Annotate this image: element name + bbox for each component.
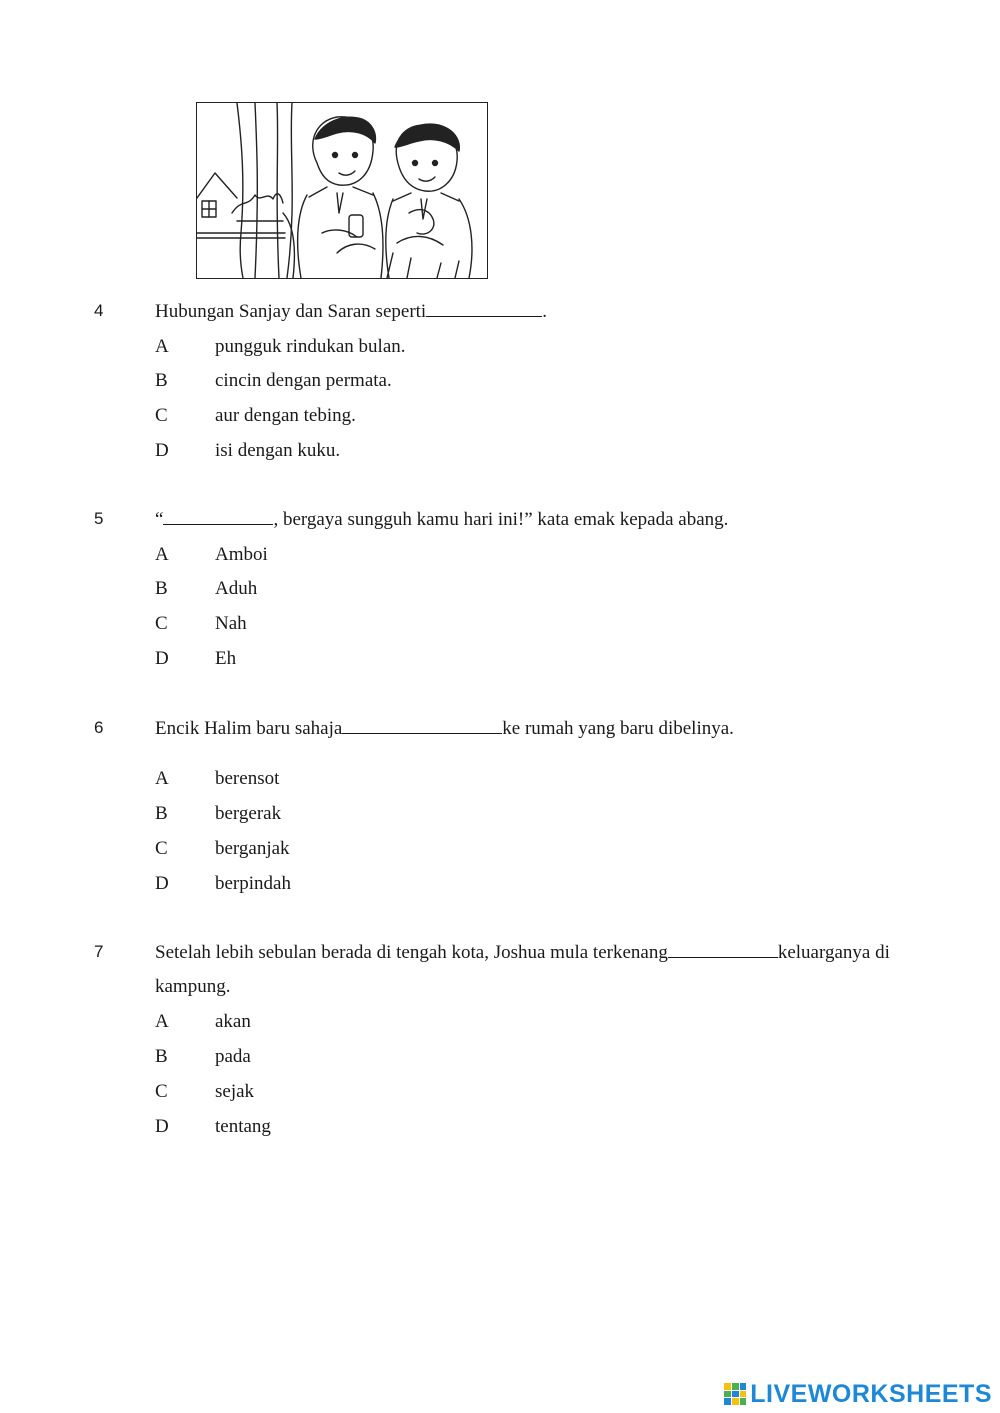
- option-letter: B: [155, 370, 168, 391]
- option-letter: D: [155, 440, 169, 461]
- answer-blank[interactable]: [163, 506, 273, 525]
- question-text-after: .: [542, 301, 547, 322]
- option-b[interactable]: [155, 1040, 251, 1074]
- option-a[interactable]: [155, 1005, 251, 1039]
- question-text-after: , bergaya sungguh kamu hari ini!” kata emak kepada abang.: [273, 509, 729, 530]
- option-letter: A: [155, 1011, 169, 1032]
- option-text: akan: [215, 1011, 251, 1032]
- question-text: [155, 295, 915, 329]
- liveworksheets-logo[interactable]: [724, 1381, 992, 1407]
- illustration-two-boys: [196, 102, 488, 279]
- option-text: Amboi: [215, 544, 268, 565]
- option-letter: B: [155, 1046, 168, 1067]
- option-d[interactable]: [155, 1110, 271, 1144]
- question-text-after: ke rumah yang baru dibelinya.: [502, 718, 734, 739]
- option-text: bergerak: [215, 803, 282, 824]
- option-b[interactable]: [155, 364, 392, 398]
- option-a[interactable]: [155, 330, 406, 364]
- option-letter: C: [155, 613, 168, 634]
- option-c[interactable]: [155, 1075, 254, 1109]
- option-c[interactable]: [155, 832, 290, 866]
- option-letter: A: [155, 768, 169, 789]
- option-letter: C: [155, 1081, 168, 1102]
- question-text-before: “: [155, 509, 164, 530]
- question-text-after: keluarganya di kampung.: [155, 942, 890, 997]
- option-letter: D: [155, 873, 169, 894]
- option-b[interactable]: [155, 572, 257, 606]
- option-b[interactable]: [155, 797, 281, 831]
- option-letter: C: [155, 405, 168, 426]
- question-number: 6: [94, 718, 104, 737]
- question-text-before: Hubungan Sanjay dan Saran seperti: [155, 301, 427, 322]
- logo-text: LIVEWORKSHEETS: [750, 1379, 992, 1408]
- question-text-before: Encik Halim baru sahaja: [155, 718, 343, 739]
- option-text: pungguk rindukan bulan.: [215, 336, 406, 357]
- option-c[interactable]: [155, 399, 356, 433]
- option-text: aur dengan tebing.: [215, 405, 356, 426]
- question-number: 7: [94, 942, 104, 961]
- option-letter: B: [155, 803, 168, 824]
- answer-blank[interactable]: [426, 298, 542, 317]
- option-text: sejak: [215, 1081, 255, 1102]
- option-a[interactable]: [155, 762, 279, 796]
- option-c[interactable]: [155, 607, 247, 641]
- option-d[interactable]: [155, 642, 236, 676]
- option-letter: D: [155, 648, 169, 669]
- option-text: cincin dengan permata.: [215, 370, 392, 391]
- question-text-before: Setelah lebih sebulan berada di tengah kota, Joshua mula terkenang: [155, 942, 668, 963]
- option-letter: A: [155, 544, 169, 565]
- option-text: Nah: [215, 613, 247, 634]
- option-text: berpindah: [215, 873, 291, 894]
- option-text: berensot: [215, 768, 280, 789]
- illustration-drawing: [197, 103, 487, 278]
- option-letter: A: [155, 336, 169, 357]
- option-letter: B: [155, 578, 168, 599]
- option-letter: D: [155, 1116, 169, 1137]
- option-text: tentang: [215, 1116, 271, 1137]
- option-text: isi dengan kuku.: [215, 440, 341, 461]
- option-d[interactable]: [155, 867, 291, 901]
- question-text: [155, 936, 915, 1004]
- answer-blank[interactable]: [342, 715, 502, 734]
- question-text: [155, 712, 915, 746]
- option-text: Eh: [215, 648, 237, 669]
- option-letter: C: [155, 838, 168, 859]
- option-text: Aduh: [215, 578, 258, 599]
- question-text: [155, 503, 915, 537]
- option-text: pada: [215, 1046, 251, 1067]
- logo-icon: [724, 1383, 746, 1405]
- option-d[interactable]: [155, 434, 340, 468]
- answer-blank[interactable]: [668, 939, 778, 958]
- question-number: 5: [94, 509, 104, 528]
- option-a[interactable]: [155, 538, 268, 572]
- option-text: berganjak: [215, 838, 290, 859]
- question-number: 4: [94, 301, 104, 320]
